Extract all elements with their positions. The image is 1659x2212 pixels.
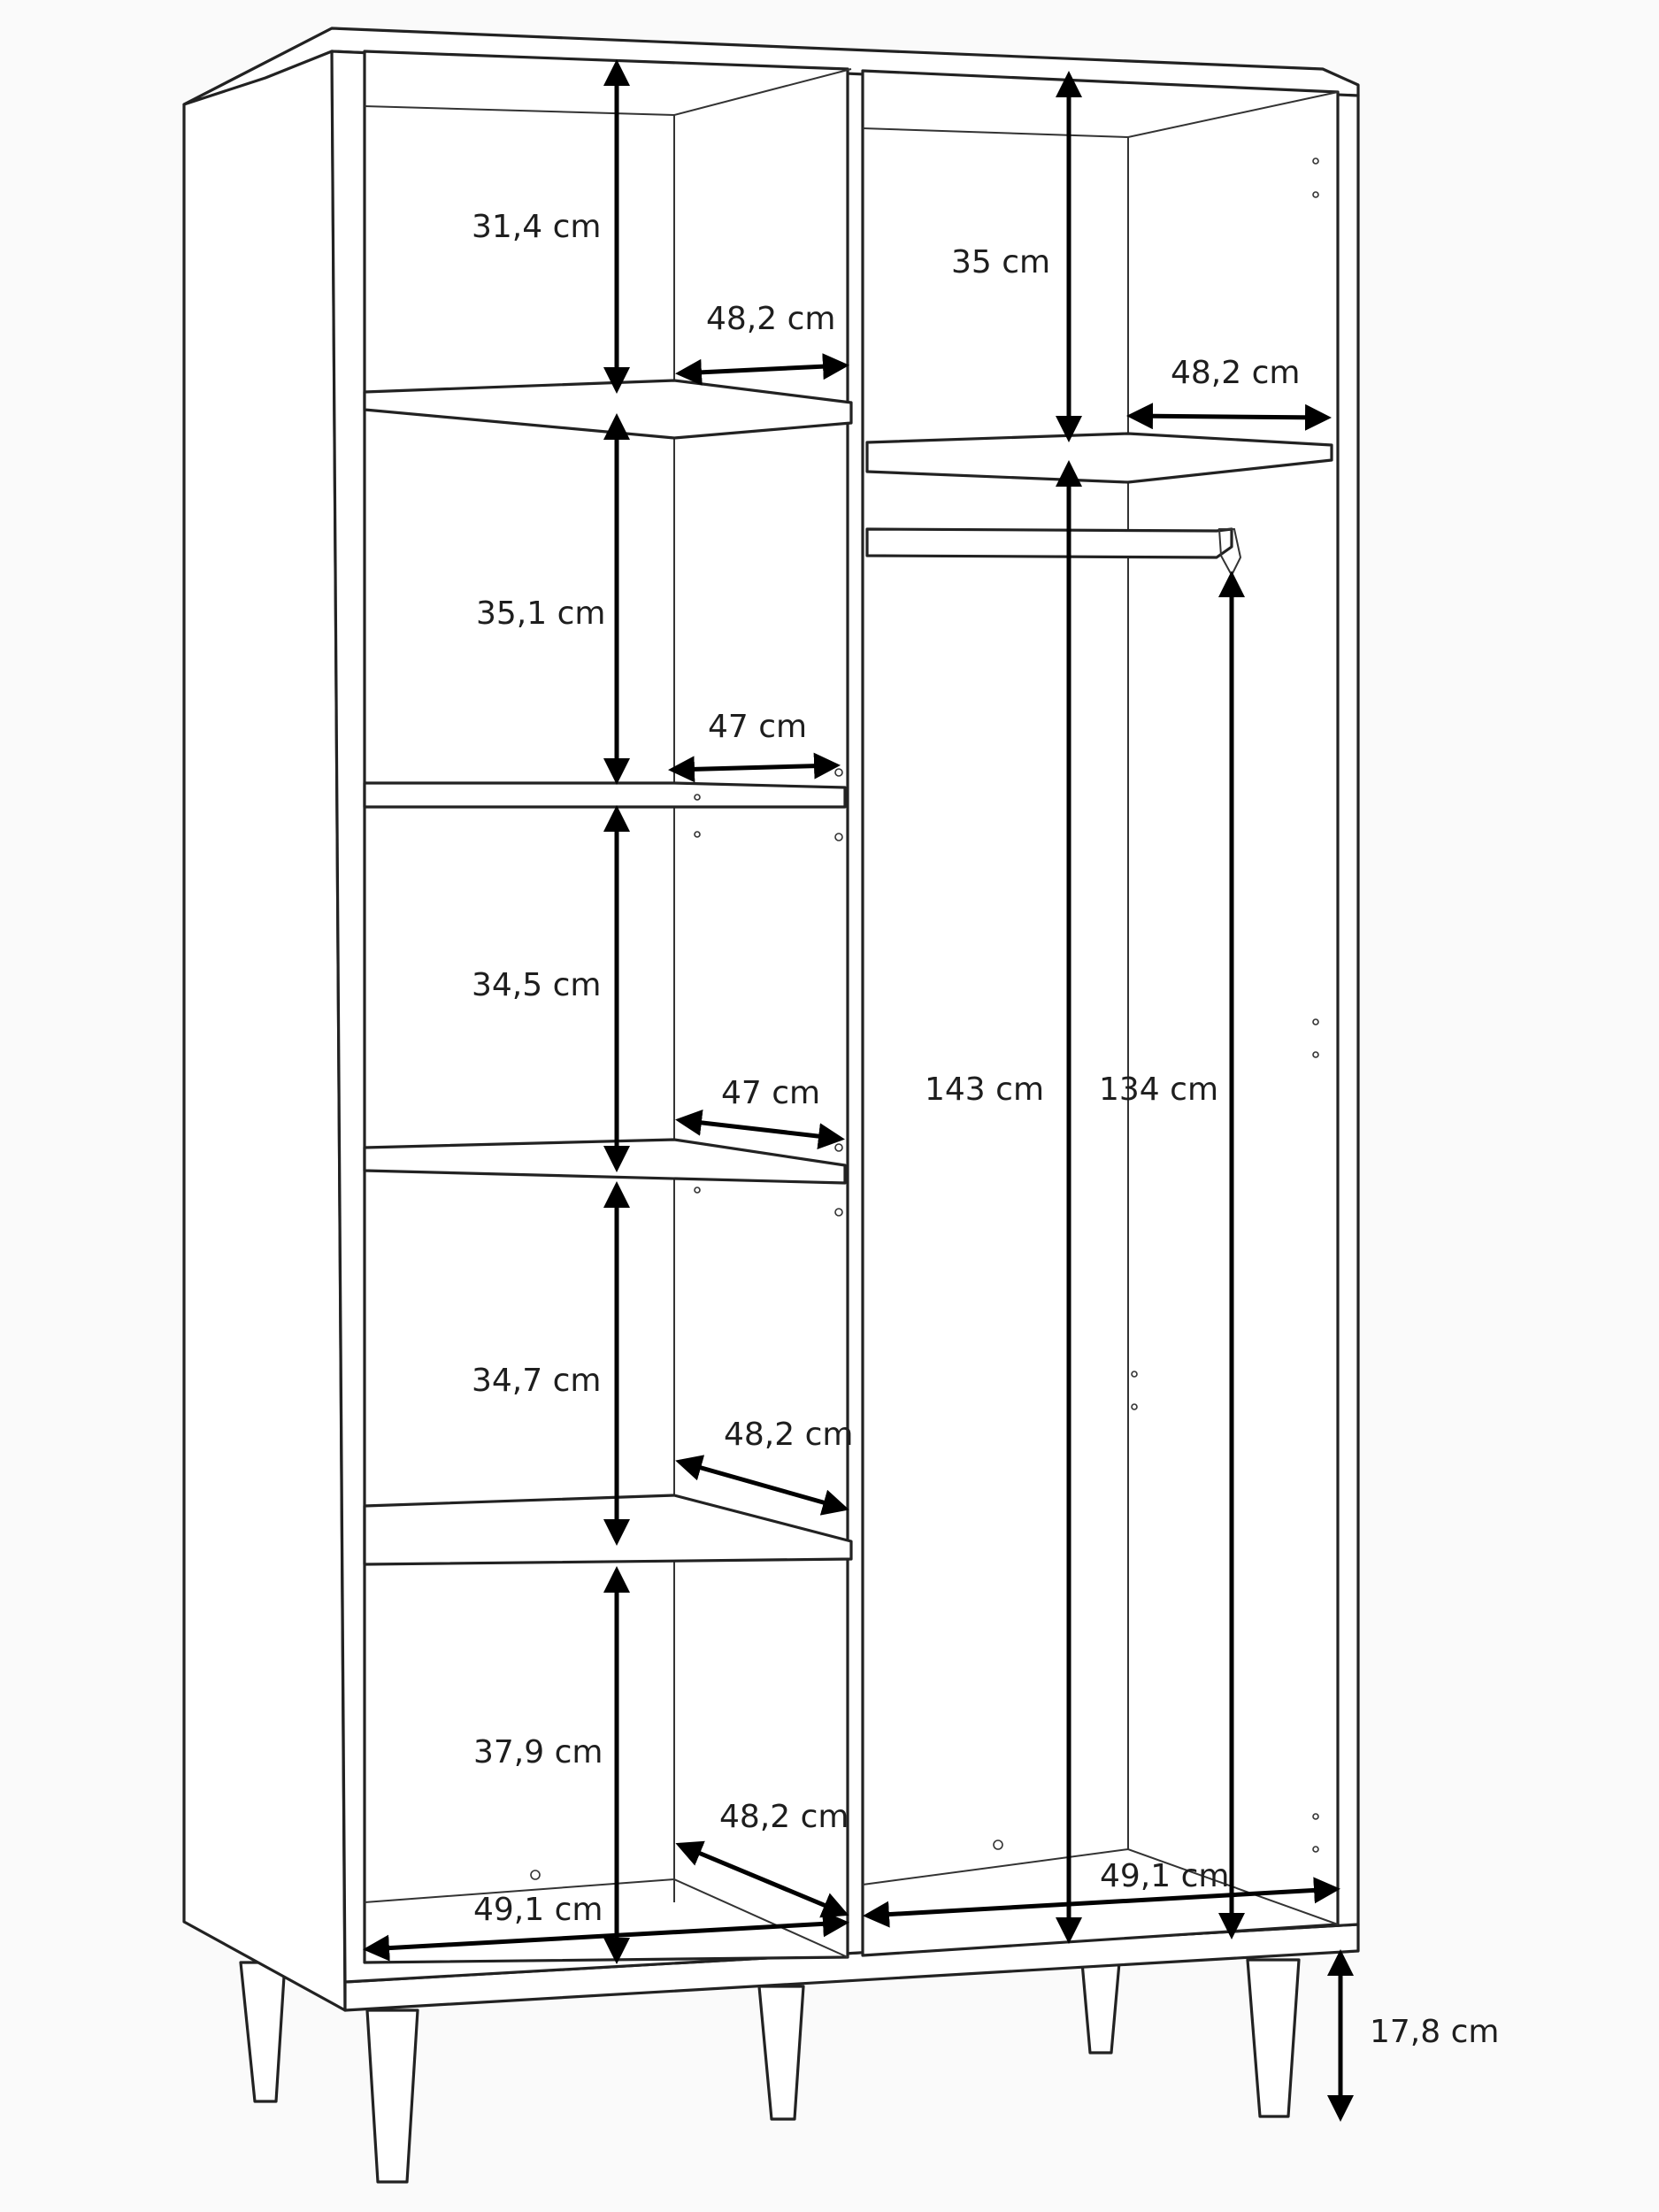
- label-left-compartment-1-height: 31,4 cm: [472, 209, 602, 245]
- label-right-full-height: 143 cm: [925, 1071, 1045, 1108]
- leg-back-left: [241, 1962, 285, 2101]
- label-leg-height: 17,8 cm: [1370, 2014, 1500, 2050]
- hanging-rail: [867, 529, 1232, 557]
- label-left-width: 49,1 cm: [473, 1892, 603, 1928]
- leg-front-left: [367, 2010, 418, 2182]
- leg-front-right: [1248, 1960, 1299, 2116]
- label-left-compartment-4-height: 34,7 cm: [472, 1363, 602, 1399]
- left-side-panel: [184, 28, 345, 2010]
- leg-back-right: [1082, 1962, 1119, 2053]
- label-left-compartment-2-height: 35,1 cm: [476, 595, 606, 632]
- label-left-compartment-5-height: 37,9 cm: [473, 1734, 603, 1770]
- label-left-shelf-2-depth: 47 cm: [708, 709, 808, 745]
- label-left-bottom-depth: 48,2 cm: [719, 1799, 849, 1835]
- label-right-top-height: 35 cm: [951, 244, 1051, 280]
- left-shelf-2: [365, 783, 845, 807]
- label-right-top-depth: 48,2 cm: [1171, 355, 1301, 391]
- label-left-shelf-4-depth: 48,2 cm: [724, 1417, 854, 1453]
- dim-right-d1-arrow: [1131, 416, 1327, 418]
- label-left-top-depth: 48,2 cm: [706, 301, 836, 337]
- leg-back-middle: [759, 1986, 803, 2119]
- label-right-width: 49,1 cm: [1100, 1858, 1230, 1894]
- label-left-shelf-3-depth: 47 cm: [721, 1075, 821, 1111]
- label-left-compartment-3-height: 34,5 cm: [472, 967, 602, 1003]
- label-right-rail-height: 134 cm: [1099, 1071, 1219, 1108]
- right-opening: [863, 71, 1338, 1955]
- left-opening: [365, 51, 848, 1962]
